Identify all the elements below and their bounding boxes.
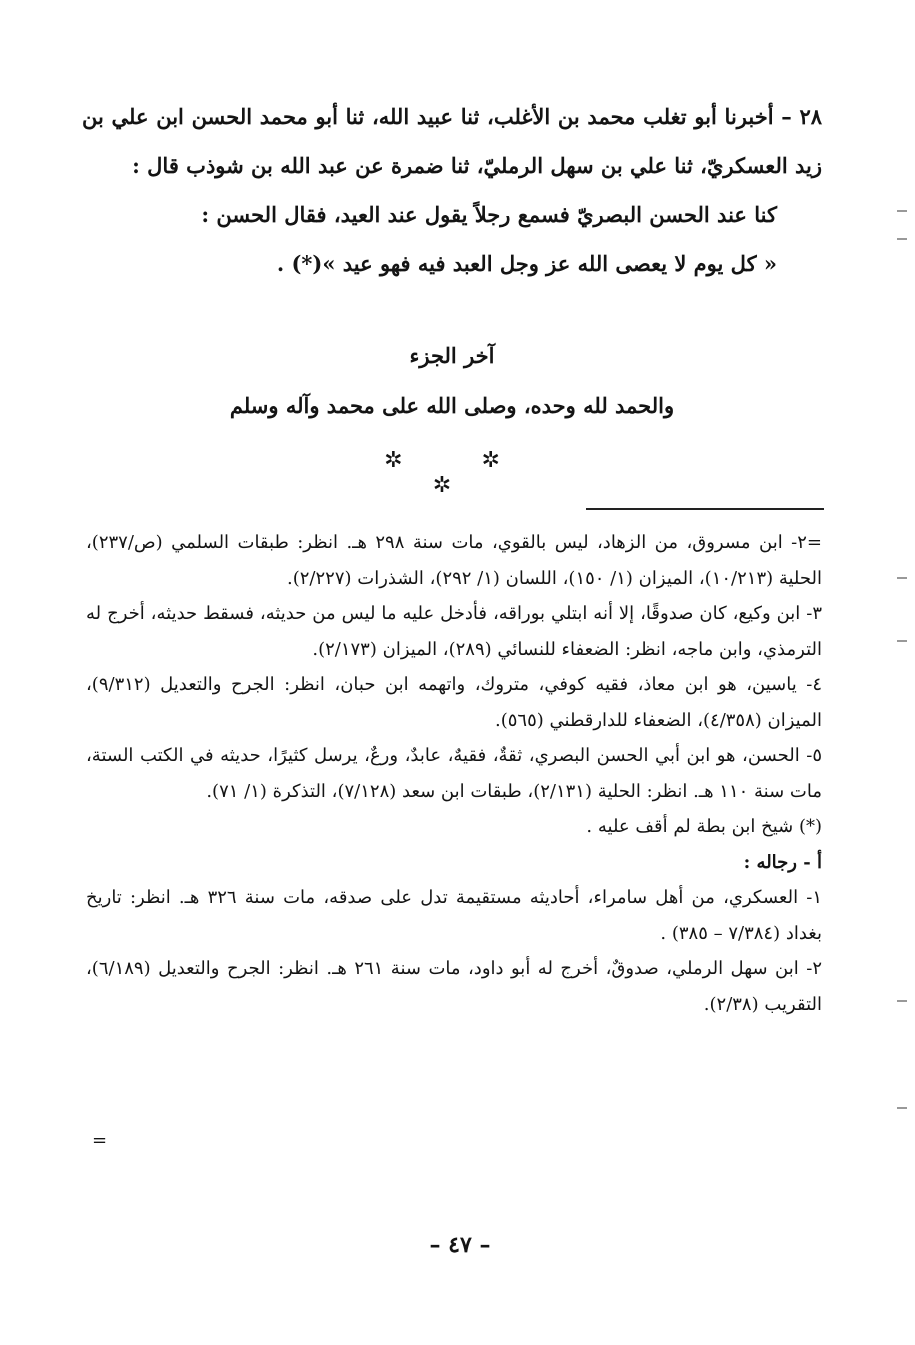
hadith-isnad-paragraph: ٢٨ – أخبرنا أبو تغلب محمد بن الأغلب، ثنا عبيد الله، ثنا أبو محمد الحسن ابن علي بن زيد العسكريّ، ثنا علي بن سهل الرمليّ، ثنا ضمرة عن عبد الله بن شوذب قال : — [82, 104, 822, 178]
scan-speck — [897, 238, 907, 240]
end-of-section-label: آخر الجزء — [409, 343, 495, 368]
page-number: – ٤٧ – — [429, 1232, 491, 1258]
scan-speck — [897, 1000, 907, 1002]
scan-speck — [897, 210, 907, 212]
footnote-item: (*) شيخ ابن بطة لم أقف عليه . — [586, 816, 822, 837]
footnote-separator — [586, 508, 824, 510]
hadith-quote-paragraph: « كل يوم لا يعصى الله عز وجل العبد فيه فهو عيد »(*) . — [276, 251, 777, 276]
continuation-mark: = — [92, 1130, 108, 1151]
main-text — [82, 92, 822, 288]
footnote-item: ٥- الحسن، هو ابن أبي الحسن البصري، ثقةٌ، فقيهٌ، عابدٌ، ورعٌ، يرسل كثيرًا، حديثه في الكتب الستة، مات سنة ١١٠ هـ. انظر: الحلية (٢/١٣١)، طبقات ابن سعد (٧/١٢٨)، التذكرة (١/ ٧١). — [86, 745, 822, 802]
footnote-heading: أ - رجاله : — [743, 851, 822, 873]
closing-doxology: والحمد لله وحده، وصلى الله على محمد وآله وسلم — [229, 393, 675, 418]
footnote-item: ٣- ابن وكيع، كان صدوقًا، إلا أنه ابتلي بوراقه، فأدخل عليه ما ليس من حديثه، فسقط حديثه، أخرج له الترمذي، وابن ماجه، انظر: الضعفاء للنسائي (٢٨٩)، الميزان (٢/١٧٣). — [86, 603, 822, 660]
footnote-item: ٢- ابن سهل الرملي، صدوقٌ، أخرج له أبو داود، مات سنة ٢٦١ هـ. انظر: الجرح والتعديل (٦/١٨٩)، التقريب (٢/٣٨). — [86, 958, 822, 1015]
scan-speck — [897, 1107, 907, 1109]
footnotes — [86, 525, 822, 1022]
footnote-item: =٢- ابن مسروق، من الزهاد، ليس بالقوي، مات سنة ٢٩٨ هـ. انظر: طبقات السلمي (ص/٢٣٧)، الحلية (١٠/٢١٣)، الميزان (١/ ١٥٠)، اللسان (١/ ٢٩٢)، الشذرات (٢/٢٢٧). — [86, 532, 822, 589]
footnote-item: ١- العسكري، من أهل سامراء، أحاديثه مستقيمة تدل على صدقه، مات سنة ٣٢٦ هـ. انظر: تاريخ بغداد (٧/٣٨٤ – ٣٨٥) . — [86, 887, 822, 944]
scan-speck — [897, 577, 907, 579]
hadith-narrative-paragraph: كنا عند الحسن البصريّ فسمع رجلاً يقول عند العيد، فقال الحسن : — [201, 202, 777, 227]
section-divider-stars: ✲ ✲ ✲ — [384, 448, 536, 498]
footnote-item: ٤- ياسين، هو ابن معاذ، فقيه كوفي، متروك، واتهمه ابن حبان، انظر: الجرح والتعديل (٩/٣١٢)، الميزان (٤/٣٥٨)، الضعفاء للدارقطني (٥٦٥). — [86, 674, 822, 731]
scan-speck — [897, 640, 907, 642]
